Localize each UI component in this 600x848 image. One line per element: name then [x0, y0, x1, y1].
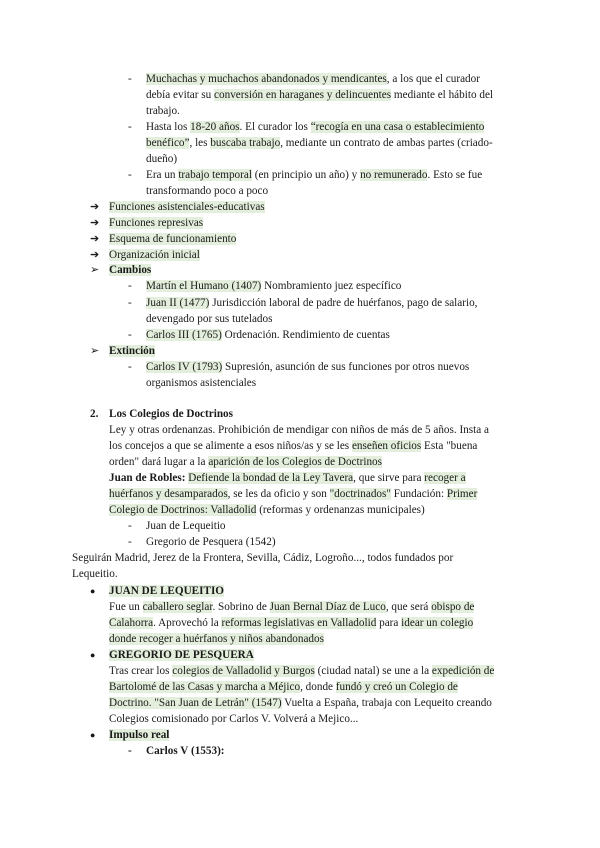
- arrow-bullet-icon: ➔: [90, 201, 100, 213]
- text-line: Martín el Humano (1407) Nombramiento juez específico: [146, 280, 402, 292]
- triangle-bullet-icon: ➢: [90, 264, 100, 276]
- dot-bullet-icon: ●: [90, 650, 96, 660]
- dash-bullet: -: [128, 73, 132, 85]
- section-title: Los Colegios de Doctrinos: [109, 408, 233, 420]
- text-line: Bartolomé de las Casas y marcha a Méjico, donde fundó y creó un Colegio de: [109, 681, 458, 693]
- text-line: Organización inicial: [109, 249, 200, 261]
- heading-impulso-real: Impulso real: [109, 729, 170, 741]
- dash-bullet: -: [128, 280, 132, 292]
- text-line: Carlos III (1765) Ordenación. Rendimiento de cuentas: [146, 329, 390, 341]
- dot-bullet-icon: ●: [90, 586, 96, 596]
- arrow-bullet-icon: ➔: [90, 249, 100, 261]
- text-line: Muchachas y muchachos abandonados y mendicantes, a los que el curador: [146, 73, 480, 85]
- dash-bullet: -: [128, 361, 132, 373]
- text-line: Era un trabajo temporal (en principio un año) y no remunerado. Esto se fue: [146, 169, 483, 181]
- text-line: Colegio de Doctrinos: Valladolid (reformas y ordenanzas municipales): [109, 504, 425, 516]
- text-line: Esquema de funcionamiento: [109, 233, 237, 245]
- heading-pesquera: GREGORIO DE PESQUERA: [109, 649, 254, 661]
- text-line: devengado por sus tutelados: [146, 313, 273, 325]
- text-line: Calahorra. Aprovechó la reformas legislativas en Valladolid para idear un colegio: [109, 617, 474, 629]
- text-line: Tras crear los colegios de Valladolid y Burgos (ciudad natal) se une a la expedición de: [109, 665, 495, 677]
- arrow-bullet-icon: ➔: [90, 233, 100, 245]
- triangle-bullet-icon: ➢: [90, 345, 100, 357]
- text-line: donde recoger a huérfanos y niños abandonados: [109, 633, 324, 645]
- text-line: benéfico”, les buscaba trabajo, mediante un contrato de ambas partes (criado-: [146, 137, 493, 149]
- text-line: Colegios comisionado por Carlos V. Volverá a Mejico...: [109, 713, 359, 725]
- dash-bullet: -: [128, 520, 132, 532]
- dash-bullet: -: [128, 169, 132, 181]
- text-line: Doctrino. "San Juan de Letrán" (1547) Vuelta a España, trabaja con Lequeito creando: [109, 697, 492, 709]
- text-line: Carlos V (1553):: [146, 745, 225, 757]
- text-line: orden" dará lugar a la aparición de los Colegios de Doctrinos: [109, 456, 382, 468]
- text-line: los concejos a que se alimente a esos niños/as y se les enseñen oficios Esta "buena: [109, 440, 478, 452]
- text-line: transformando poco a poco: [146, 185, 269, 197]
- text-line: Juan de Lequeitio: [146, 520, 226, 532]
- dot-bullet-icon: ●: [90, 730, 96, 740]
- text-line: huérfanos y desamparados, se les da oficio y son "doctrinados" Fundación: Primer: [109, 488, 478, 500]
- text-line: Seguirán Madrid, Jerez de la Frontera, Sevilla, Cádiz, Logroño..., todos fundados por: [72, 552, 454, 564]
- dash-bullet: -: [128, 536, 132, 548]
- arrow-bullet-icon: ➔: [90, 217, 100, 229]
- text-line: trabajo.: [146, 105, 180, 117]
- heading-cambios: Cambios: [109, 264, 152, 276]
- text-line: Carlos IV (1793) Supresión, asunción de sus funciones por otros nuevos: [146, 361, 470, 373]
- text-line: Juan II (1477) Jurisdicción laboral de padre de huérfanos, pago de salario,: [146, 297, 478, 309]
- text-line: Ley y otras ordenanzas. Prohibición de mendigar con niños de más de 5 años. Insta a: [109, 424, 489, 436]
- dash-bullet: -: [128, 297, 132, 309]
- text-line: debía evitar su conversión en haraganes y delincuentes mediante el hábito del: [146, 89, 494, 101]
- text-line: Gregorio de Pesquera (1542): [146, 536, 276, 548]
- section-number: 2.: [90, 408, 99, 420]
- text-line: Funciones represivas: [109, 217, 204, 229]
- dash-bullet: -: [128, 121, 132, 133]
- text-line: Hasta los 18-20 años. El curador los “recogía en una casa o establecimiento: [146, 121, 485, 133]
- heading-extincion: Extinción: [109, 345, 156, 357]
- text-line: Funciones asistenciales-educativas: [109, 201, 265, 213]
- heading-lequeitio: JUAN DE LEQUEITIO: [109, 585, 225, 597]
- text-line: Fue un caballero seglar. Sobrino de Juan Bernal Díaz de Luco, que será obispo de: [109, 601, 475, 613]
- text-line: Lequeitio.: [72, 568, 118, 580]
- text-line: organismos asistenciales: [146, 377, 257, 389]
- dash-bullet: -: [128, 745, 132, 757]
- text-line: dueño): [146, 153, 178, 165]
- text-line: Juan de Robles: Defiende la bondad de la Ley Tavera, que sirve para recoger a: [109, 472, 466, 484]
- dash-bullet: -: [128, 329, 132, 341]
